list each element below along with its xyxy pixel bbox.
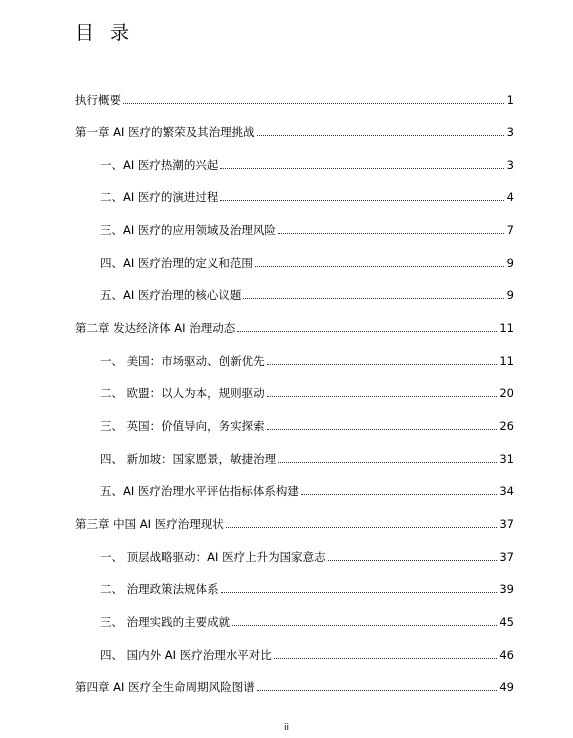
dot-leader [301,494,497,495]
toc-entry[interactable] [100,548,514,564]
page-number: ii [283,723,289,733]
toc-entry-page: 39 [499,582,514,596]
toc-entry-page: 34 [499,484,514,498]
toc-entry-label: 四、 国内外 AI 医疗治理水平对比 [100,648,272,662]
toc-entry[interactable] [100,613,514,629]
dot-leader [278,233,504,234]
dot-leader [226,527,498,528]
toc-entry-page: 3 [506,158,514,172]
toc-entry-page: 37 [499,517,514,531]
toc-entry-page: 31 [499,452,514,466]
dot-leader [257,135,504,136]
dot-leader [328,560,498,561]
toc-entry[interactable] [100,188,514,204]
toc-entry-page: 9 [506,288,514,302]
toc-entry[interactable] [100,646,514,662]
toc-entry-label: 一、 美国：市场驱动、创新优先 [100,354,265,368]
dot-leader [221,592,498,593]
toc-entry-page: 20 [499,386,514,400]
toc-entry-page: 11 [499,321,514,335]
toc-entry-page: 4 [506,190,514,204]
toc-entry-label: 四、 新加坡：国家愿景，敏捷治理 [100,452,277,466]
toc-entry-label: 第二章 发达经济体 AI 治理动态 [75,321,236,335]
toc-entry-label: 二、AI 医疗的演进过程 [100,190,219,204]
toc-entry-page: 11 [499,354,514,368]
dot-leader [267,429,498,430]
dot-leader [255,266,504,267]
dot-leader [267,364,498,365]
toc-entry[interactable] [100,580,514,596]
toc-entry-page: 1 [506,93,514,107]
toc-entry[interactable] [75,515,514,531]
toc-entry-page: 37 [499,550,514,564]
toc-entry-page: 7 [506,223,514,237]
page-title: 目 录 [75,22,135,44]
toc-entry-label: 二、 欧盟：以人为本，规则驱动 [100,386,265,400]
toc-entry[interactable] [100,384,514,400]
dot-leader [220,200,504,201]
toc-entry-page: 49 [499,680,514,694]
toc-entry-label: 第一章 AI 医疗的繁荣及其治理挑战 [75,125,255,139]
toc-entry-label: 五、AI 医疗治理水平评估指标体系构建 [100,484,299,498]
toc-entry-page: 9 [506,256,514,270]
toc-entry-label: 一、 顶层战略驱动：AI 医疗上升为国家意志 [100,550,326,564]
toc-entry-page: 45 [499,615,514,629]
dot-leader [123,103,504,104]
toc-entry-label: 五、AI 医疗治理的核心议题 [100,288,242,302]
toc-entry[interactable] [75,123,514,139]
toc-entry[interactable] [100,286,514,302]
toc-entry-label: 一、AI 医疗热潮的兴起 [100,158,219,172]
toc-entry-label: 三、 治理实践的主要成就 [100,615,231,629]
toc-entry[interactable] [75,91,514,107]
toc-entry-page: 3 [506,125,514,139]
toc-entry-label: 第三章 中国 AI 医疗治理现状 [75,517,224,531]
toc-entry[interactable] [100,156,514,172]
toc-entry-label: 三、 英国：价值导向，务实探索 [100,419,265,433]
toc-entry-page: 46 [499,648,514,662]
toc-entry-page: 26 [499,419,514,433]
toc-entry-label: 三、AI 医疗的应用领域及治理风险 [100,223,276,237]
dot-leader [220,168,504,169]
toc-entry-label: 四、AI 医疗治理的定义和范围 [100,256,253,270]
dot-leader [274,658,498,659]
toc-entry[interactable] [100,417,514,433]
toc-entry-label: 二、 治理政策法规体系 [100,582,219,596]
toc-entry[interactable] [100,221,514,237]
toc-entry[interactable] [100,352,514,368]
toc-entry[interactable] [75,319,514,335]
toc-entry[interactable] [100,254,514,270]
dot-leader [278,462,497,463]
dot-leader [257,690,498,691]
dot-leader [267,396,498,397]
dot-leader [243,298,504,299]
dot-leader [237,331,497,332]
toc-entry-label: 执行概要 [75,93,121,107]
toc-entry[interactable] [75,678,514,694]
dot-leader [232,625,497,626]
toc-entry[interactable] [100,482,514,498]
toc-entry-label: 第四章 AI 医疗全生命周期风险图谱 [75,680,255,694]
toc-entry[interactable] [100,450,514,466]
